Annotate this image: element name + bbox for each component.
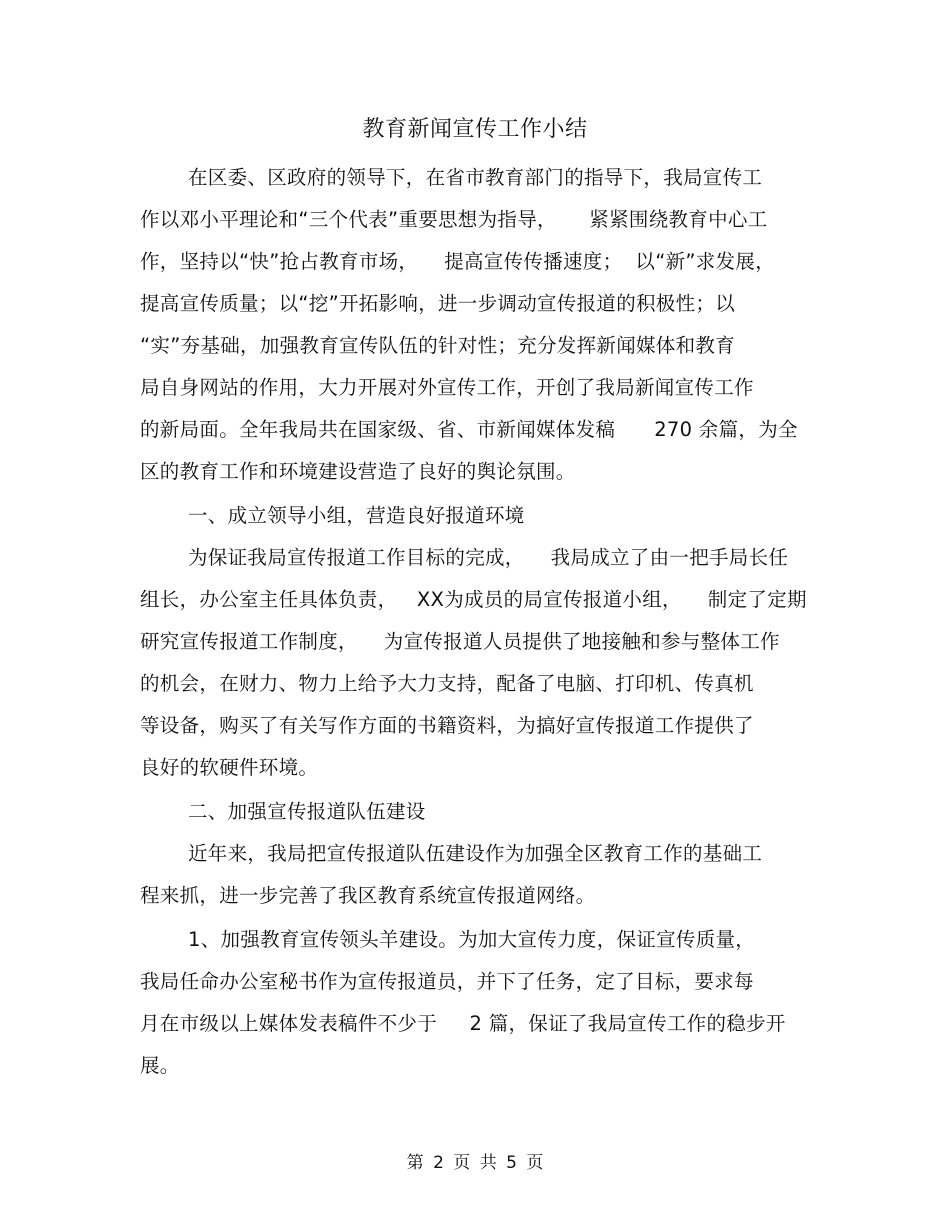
paragraph-line: 程来抓，进一步完善了我区教育系统宣传报道网络。 bbox=[140, 884, 596, 907]
paragraph-line: 月在市级以上媒体发表稿件不少于 2 篇，保证了我局宣传工作的稳步开 bbox=[140, 1012, 786, 1035]
paragraph-line: 提高宣传质量；以“挖”开拓影响，进一步调动宣传报道的积极性；以 bbox=[140, 292, 736, 315]
paragraph-line: 研究宣传报道工作制度， 为宣传报道人员提供了地接触和参与整体工作 bbox=[140, 630, 780, 653]
paragraph-line: 组长，办公室主任具体负责， XX为成员的局宣传报道小组， 制定了定期 bbox=[140, 588, 807, 611]
paragraph-line: 的新局面。全年我局共在国家级、省、市新闻媒体发稿 270 余篇，为全 bbox=[140, 418, 798, 441]
paragraph-line: 近年来，我局把宣传报道队伍建设作为加强全区教育工作的基础工 bbox=[188, 842, 763, 865]
section-heading: 二、加强宣传报道队伍建设 bbox=[188, 800, 426, 823]
paragraph-line: 等设备，购买了有关写作方面的书籍资料，为搞好宣传报道工作提供了 bbox=[140, 714, 754, 737]
paragraph-line: 为保证我局宣传报道工作目标的完成， 我局成立了由一把手局长任 bbox=[188, 546, 789, 569]
paragraph-line: 良好的软硬件环境。 bbox=[140, 756, 319, 779]
document-title: 教育新闻宣传工作小结 bbox=[362, 117, 588, 142]
paragraph-line: “实”夯基础，加强教育宣传队伍的针对性；充分发挥新闻媒体和教育 bbox=[140, 334, 736, 357]
paragraph-line: 的机会，在财力、物力上给予大力支持，配备了电脑、打印机、传真机 bbox=[140, 672, 754, 695]
paragraph-line: 在区委、区政府的领导下，在省市教育部门的指导下，我局宣传工 bbox=[188, 166, 763, 189]
page-number-footer: 第 2 页 共 5 页 bbox=[406, 1153, 544, 1173]
paragraph-line: 区的教育工作和环境建设营造了良好的舆论氛围。 bbox=[140, 460, 576, 483]
paragraph-line: 我局任命办公室秘书作为宣传报道员，并下了任务，定了目标，要求每 bbox=[140, 970, 754, 993]
paragraph-line: 1、加强教育宣传领头羊建设。为加大宣传力度，保证宣传质量， bbox=[188, 928, 756, 951]
paragraph-line: 展。 bbox=[140, 1054, 180, 1077]
section-heading: 一、成立领导小组，营造良好报道环境 bbox=[188, 504, 525, 527]
paragraph-line: 作以邓小平理论和“三个代表”重要思想为指导， 紧紧围绕教育中心工 bbox=[140, 208, 768, 231]
paragraph-line: 局自身网站的作用，大力开展对外宣传工作，开创了我局新闻宣传工作 bbox=[140, 376, 754, 399]
paragraph-line: 作，坚持以“快”抢占教育市场， 提高宣传传播速度； 以“新”求发展， bbox=[140, 250, 775, 273]
